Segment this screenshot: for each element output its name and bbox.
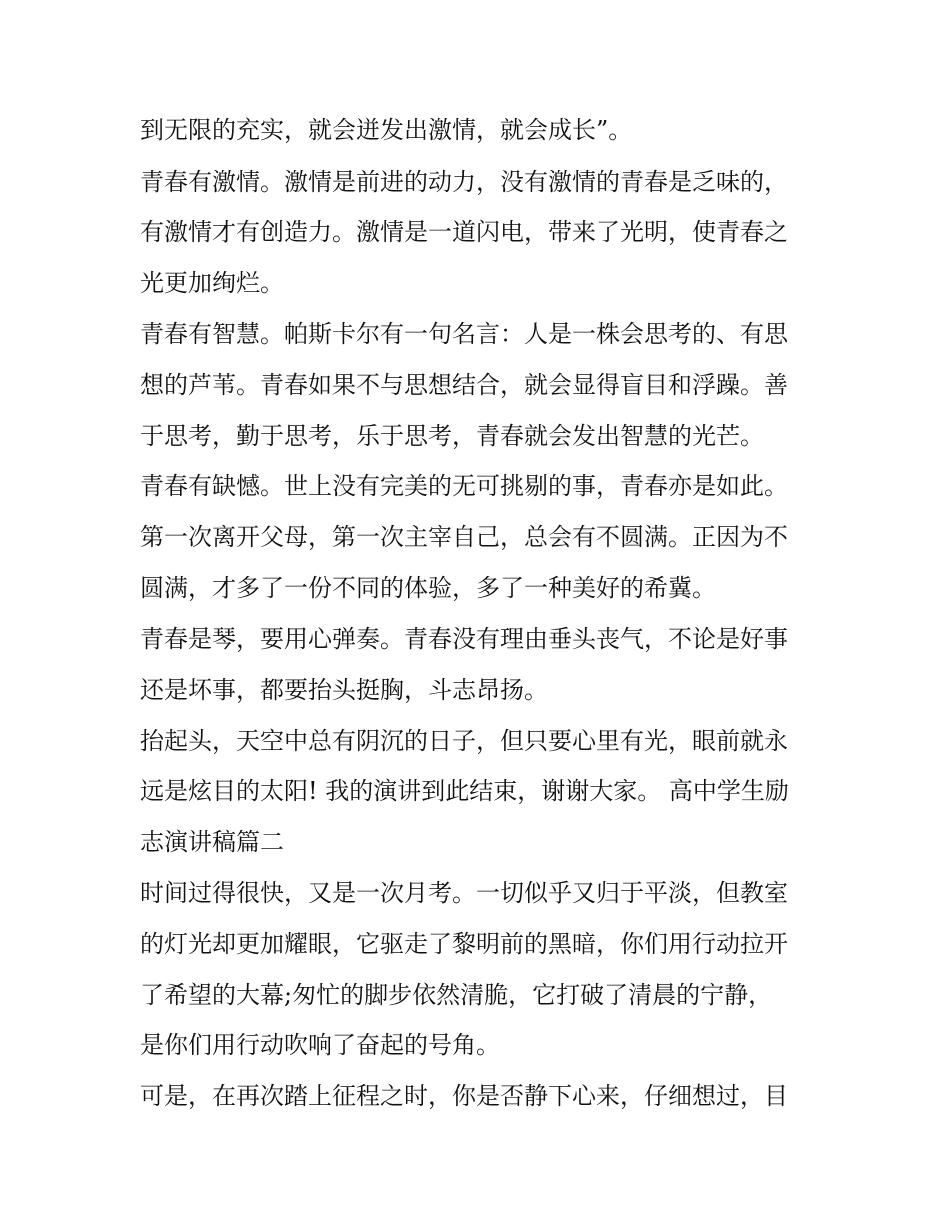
text-line: 想的芦苇。青春如果不与思想结合，就会显得盲目和浮躁。善 bbox=[140, 371, 788, 399]
text-line: 第一次离开父母，第一次主宰自己，总会有不圆满。正因为不 bbox=[140, 523, 788, 551]
text-line: 于思考，勤于思考，乐于思考，青春就会发出智慧的光芒。 bbox=[140, 422, 764, 450]
text-line: 青春有激情。激情是前进的动力，没有激情的青春是乏味的， bbox=[140, 168, 788, 196]
text-line: 志演讲稿篇二 bbox=[140, 828, 284, 856]
text-line: 远是炫目的太阳! 我的演讲到此结束，谢谢大家。 高中学生励 bbox=[140, 777, 789, 805]
text-line: 的灯光却更加耀眼，它驱走了黎明前的黑暗，你们用行动拉开 bbox=[140, 930, 788, 958]
text-line: 抬起头，天空中总有阴沉的日子，但只要心里有光，眼前就永 bbox=[140, 727, 788, 755]
text-line: 光更加绚烂。 bbox=[140, 269, 284, 297]
text-line: 有激情才有创造力。激情是一道闪电，带来了光明，使青春之 bbox=[140, 218, 788, 246]
text-line: 还是坏事，都要抬头挺胸，斗志昂扬。 bbox=[140, 676, 548, 704]
text-line: 可是，在再次踏上征程之时，你是否静下心来，仔细想过，目 bbox=[140, 1082, 788, 1110]
text-line: 青春是琴，要用心弹奏。青春没有理由垂头丧气，不论是好事 bbox=[140, 625, 788, 653]
text-line: 青春有智慧。帕斯卡尔有一句名言：人是一株会思考的、有思 bbox=[140, 320, 788, 348]
text-line: 圆满，才多了一份不同的体验，多了一种美好的希冀。 bbox=[140, 574, 716, 602]
text-line: 时间过得很快，又是一次月考。一切似乎又归于平淡，但教室 bbox=[140, 879, 788, 907]
text-line: 了希望的大幕;匆忙的脚步依然清脆，它打破了清晨的宁静， bbox=[140, 981, 773, 1009]
text-line: 到无限的充实，就会迸发出激情，就会成长”。 bbox=[140, 116, 633, 144]
text-line: 是你们用行动吹响了奋起的号角。 bbox=[140, 1031, 500, 1059]
text-line: 青春有缺憾。世上没有完美的无可挑剔的事，青春亦是如此。 bbox=[140, 472, 788, 500]
